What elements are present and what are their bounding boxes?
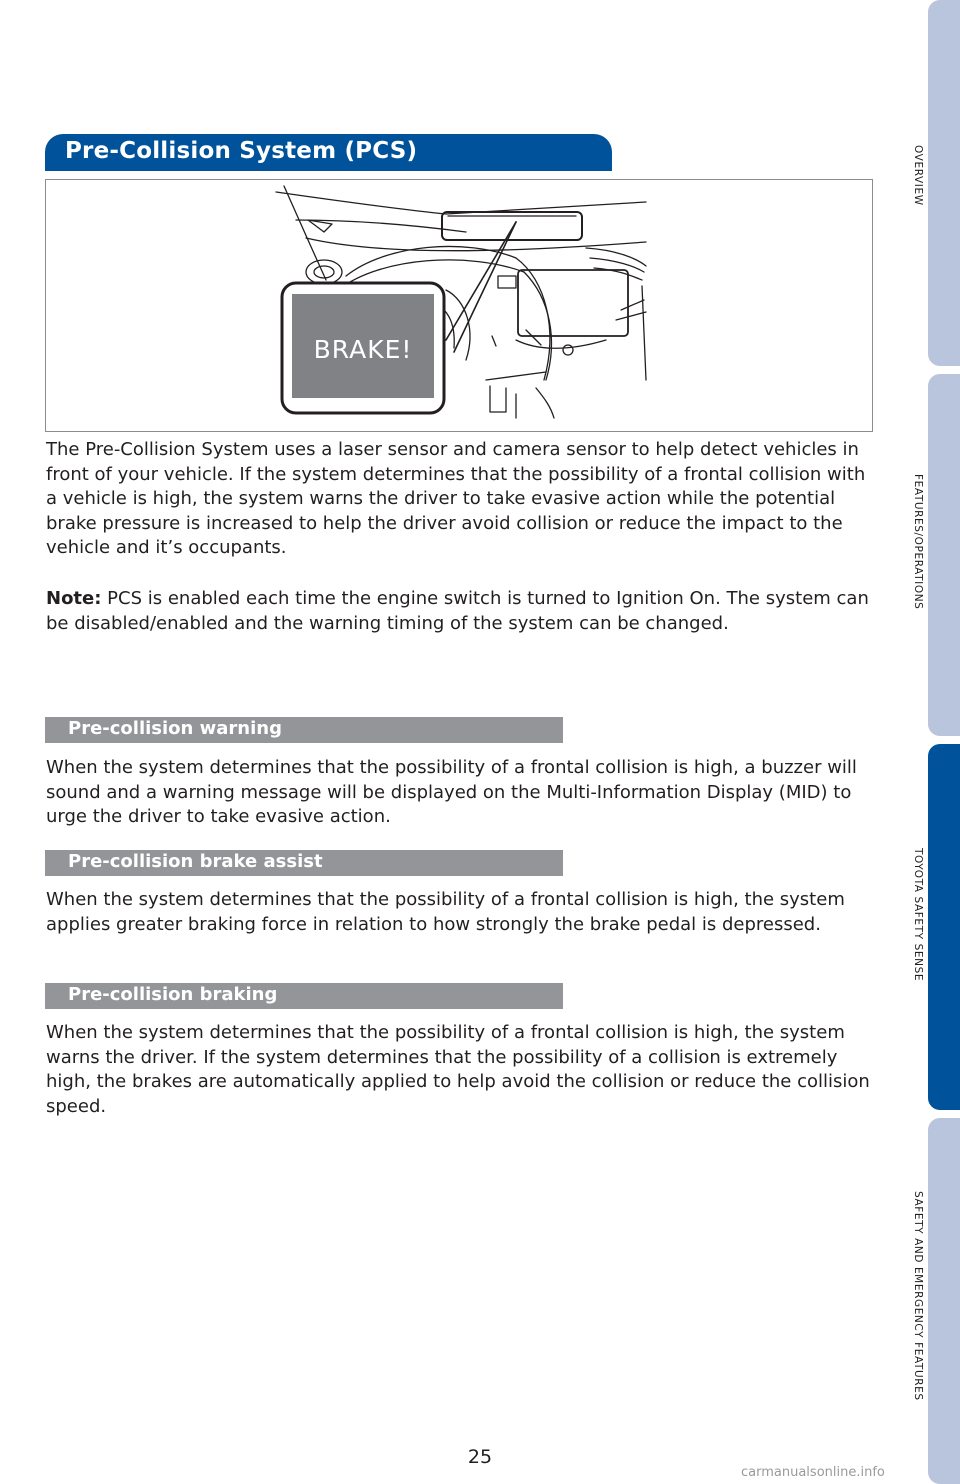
subhead-pre-collision-warning: [45, 717, 563, 743]
note-paragraph: [46, 587, 872, 636]
brake-warning-text: BRAKE!: [313, 335, 413, 364]
dashboard-drawing: [46, 180, 873, 432]
intro-paragraph: The Pre-Collision System uses a laser sensor and camera sensor to help detect vehicles in front of your vehicle. If the system determines that the possibility of a frontal collision with a vehicle is high, the system warns the driver to take evasive action while the potential brake pressure is increased to help the driver avoid collision or reduce the impact to the vehicle and it’s occupants.: [46, 439, 866, 558]
section-body-braking: When the system determines that the possibility of a frontal collision is high, the system warns the driver. If the system determines that the possibility of a collision is extremely high, the brakes are automatically applied to help avoid the collision or reduce the collision speed.: [46, 1022, 870, 1117]
subhead-label: Pre-collision warning: [68, 718, 282, 739]
note-text: PCS is enabled each time the engine switch is turned to Ignition On. The system can be disabled/enabled and the warning timing of the system can be changed.: [46, 588, 869, 634]
watermark: carmanualsonline.info: [741, 1465, 885, 1480]
section-body-warning: When the system determines that the possibility of a frontal collision is high, a buzzer will sound and a warning message will be displayed on the Multi-Information Display (MID) to urge the driver to take evasive action.: [46, 757, 857, 827]
subhead-pre-collision-braking: [45, 983, 563, 1009]
tab-label-features-operations[interactable]: FEATURES/OPERATIONS: [912, 474, 924, 610]
tab-label-overview[interactable]: OVERVIEW: [912, 145, 924, 206]
subhead-pre-collision-brake-assist: [45, 850, 563, 876]
page-number: 25: [467, 1446, 493, 1468]
page-title: Pre-Collision System (PCS): [65, 138, 418, 164]
subhead-label: Pre-collision brake assist: [68, 851, 323, 872]
note-label: Note:: [46, 588, 102, 609]
section-title-bar: [45, 134, 612, 171]
tab-label-safety-emergency-features[interactable]: SAFETY AND EMERGENCY FEATURES: [912, 1191, 924, 1401]
dashboard-illustration: [45, 179, 873, 432]
tab-toyota-safety-sense[interactable]: [928, 744, 960, 1110]
tab-label-toyota-safety-sense[interactable]: TOYOTA SAFETY SENSE: [912, 848, 924, 982]
section-body-brake-assist: When the system determines that the possibility of a frontal collision is high, the system applies greater braking force in relation to how strongly the brake pedal is depressed.: [46, 889, 845, 935]
tab-features-operations[interactable]: [928, 374, 960, 736]
tab-overview[interactable]: [928, 0, 960, 366]
subhead-label: Pre-collision braking: [68, 984, 278, 1005]
tab-safety-emergency-features[interactable]: [928, 1118, 960, 1484]
side-tab-strip: [928, 0, 960, 1484]
